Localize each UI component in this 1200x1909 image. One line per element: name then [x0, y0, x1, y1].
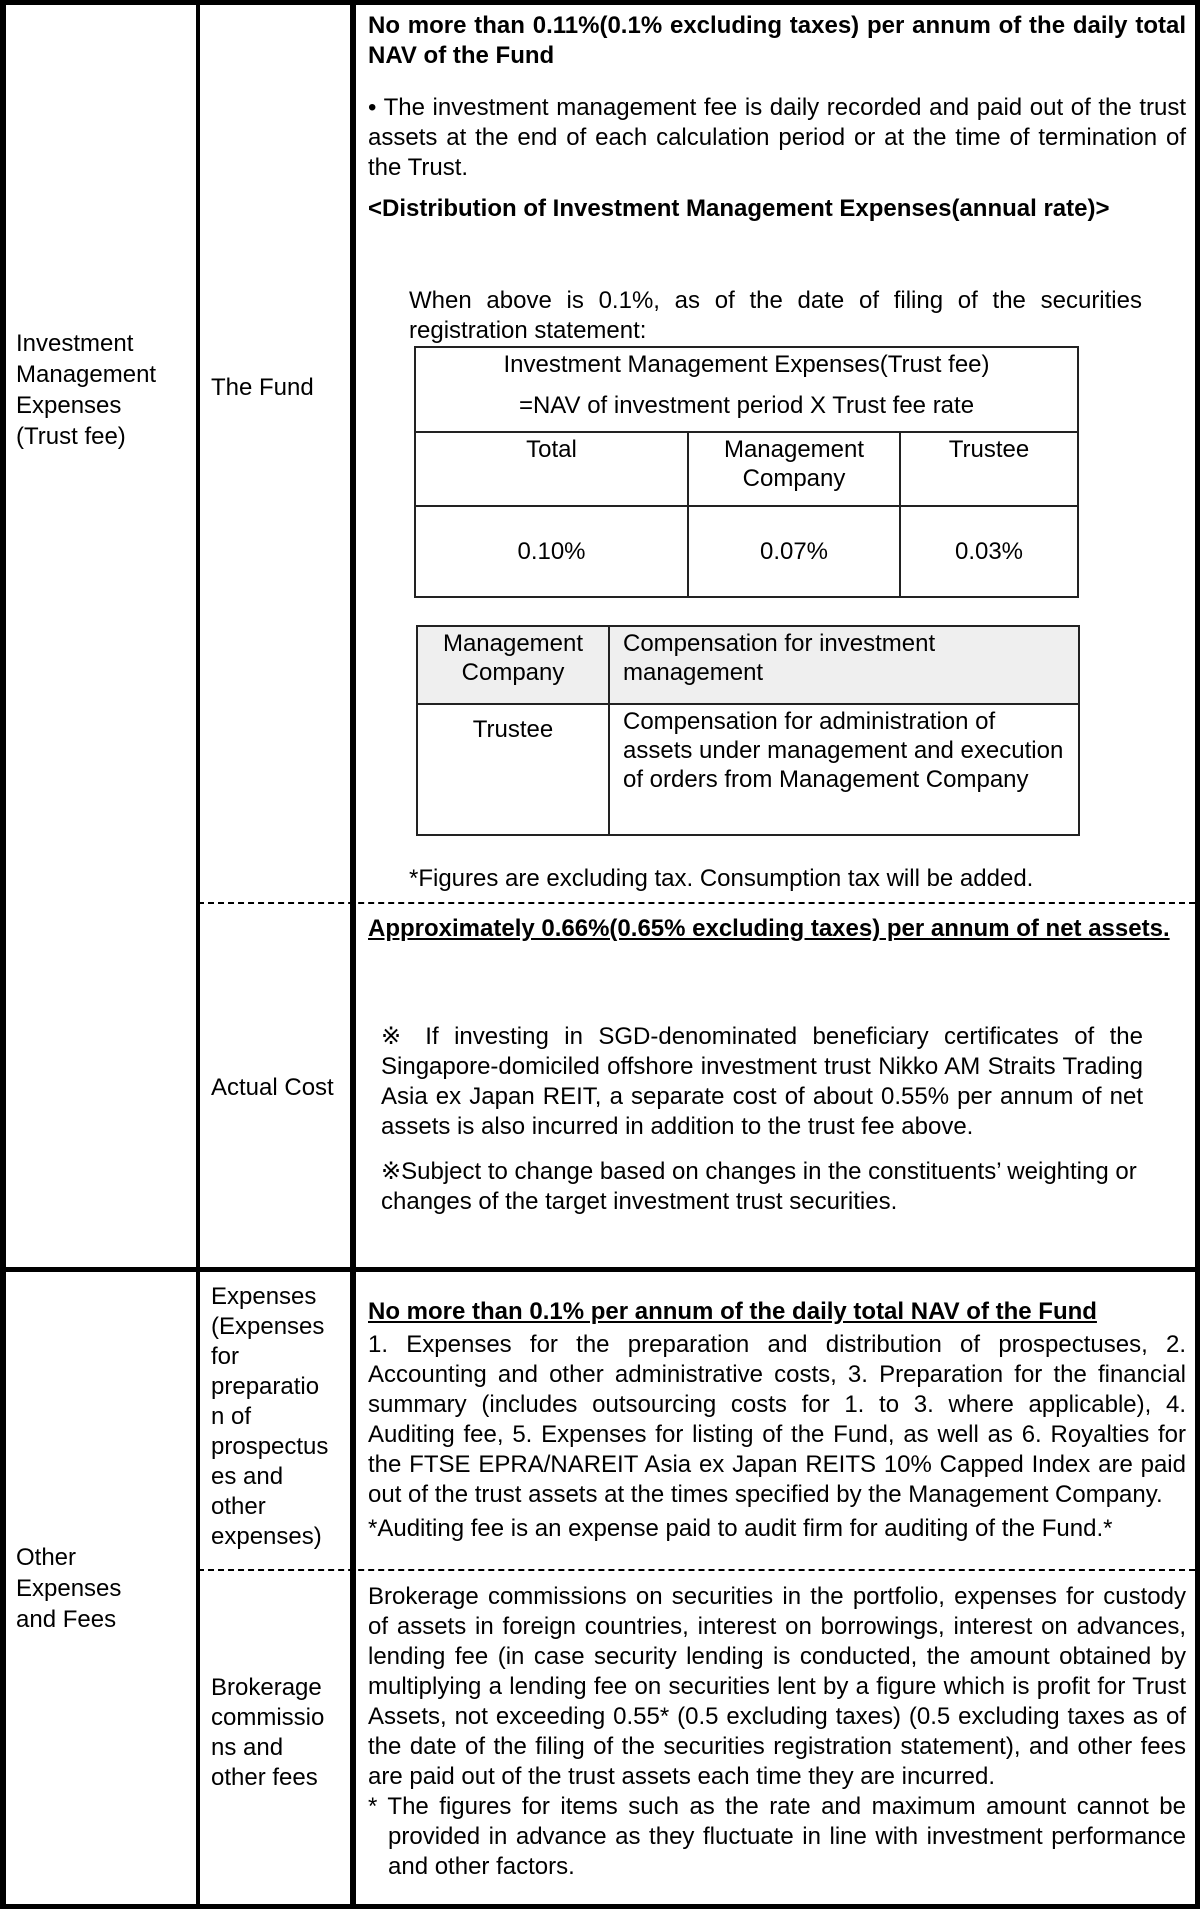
label-line: other [211, 1493, 266, 1520]
actual-cost-notes [381, 1022, 1143, 1217]
actual-cost-heading: Approximately 0.66%(0.65% excluding taxes) per annum of net assets. [368, 915, 1170, 942]
fee-heading: No more than 0.11%(0.1% excluding taxes) per annum of the daily total NAV of the Fund [368, 12, 1186, 69]
row-divider-major [0, 1267, 1200, 1272]
roles-table [416, 625, 1080, 836]
label-line: and Fees [16, 1606, 117, 1633]
value-trustee: 0.03% [900, 506, 1078, 597]
label-line: expenses) [211, 1523, 322, 1550]
offshore-trust-note: ※ If investing in SGD-denominated beneficiary certificates of the Singapore-domiciled offshore investment trust Nikko AM Straits Trading Asia ex Japan REIT, a separate cost of about 0.55% per annum of net assets is also incurred in addition to the trust fee above. [381, 1023, 1143, 1140]
distribution-heading: <Distribution of Investment Management Expenses(annual rate)> [368, 195, 1110, 222]
expenses-body: 1. Expenses for the preparation and distribution of prospectuses, 2. Accounting and other administrative costs, 3. Preparation for the financial summary (includes outsourcing costs for 1. to 3. where applicable), 4. Auditing fee, 5. Expenses for listing of the Fund, as well as 6. Royalties for the FTSE EPRA/NAREIT Asia ex Japan REITS 10% Capped Index are paid out of the trust assets at the times specified by the Management Company. [368, 1331, 1186, 1508]
border-top [0, 0, 1200, 5]
label-line: Other [16, 1544, 77, 1571]
label-line: Management [16, 361, 157, 388]
label-line: Brokerage [211, 1674, 322, 1701]
label-line: n of [211, 1403, 252, 1430]
distribution-intro: When above is 0.1%, as of the date of filing of the securities registration statement: [409, 287, 1142, 344]
subrow-label-the-fund: The Fund [211, 374, 314, 401]
row-label-investment-management [16, 328, 191, 452]
fee-bullet: • The investment management fee is daily recorded and paid out of the trust assets at the end of each calculation period or at the time of termination of the Trust. [368, 94, 1186, 181]
fee-formula-cell [415, 347, 1078, 432]
role-desc-trustee: Compensation for administration of assets under management and execution of orders from Management Company [609, 704, 1079, 835]
label-line: preparatio [211, 1373, 320, 1400]
border-bottom [0, 1904, 1200, 1909]
header-total: Total [415, 432, 688, 506]
brokerage-content [368, 1582, 1186, 1882]
border-right [1195, 0, 1200, 1909]
fee-formula-expression: =NAV of investment period X Trust fee rate [518, 392, 975, 419]
label-line: es and [211, 1463, 284, 1490]
header-trustee: Trustee [900, 432, 1078, 506]
the-fund-content [368, 11, 1186, 224]
label-line: Expenses [16, 392, 122, 419]
fee-formula-title: Investment Management Expenses(Trust fee) [503, 351, 990, 378]
label-line: Expenses [16, 1575, 122, 1602]
value-management-company: 0.07% [688, 506, 900, 597]
label-line: prospectus [211, 1433, 329, 1460]
change-note: ※Subject to change based on changes in the constituents’ weighting or changes of the target investment trust securities. [381, 1158, 1137, 1215]
subrow-label-brokerage [211, 1673, 346, 1793]
expenses-heading: No more than 0.1% per annum of the daily total NAV of the Fund [368, 1298, 1097, 1325]
row-divider-minor-1 [198, 902, 1195, 904]
trust-fee-rate-table [414, 346, 1079, 598]
label-line: Expenses [211, 1283, 317, 1310]
actual-cost-content [368, 914, 1186, 944]
label-line: ns and [211, 1734, 284, 1761]
header-management-company: Management Company [688, 432, 900, 506]
column-divider-2 [350, 0, 356, 1909]
role-management-company: Management Company [417, 626, 609, 704]
column-divider-1 [196, 0, 200, 1909]
value-total: 0.10% [415, 506, 688, 597]
border-left [0, 0, 6, 1909]
label-line: for [211, 1343, 240, 1370]
expenses-content [368, 1297, 1186, 1544]
label-line: (Trust fee) [16, 423, 126, 450]
label-line: commissio [211, 1704, 325, 1731]
role-trustee: Trustee [417, 704, 609, 835]
brokerage-note: * The figures for items such as the rate and maximum amount cannot be provided in advance as they fluctuate in line with investment performance and other factors. [368, 1793, 1186, 1880]
label-line: other fees [211, 1764, 318, 1791]
label-line: Investment [16, 330, 134, 357]
tax-footnote: *Figures are excluding tax. Consumption tax will be added. [409, 865, 1034, 892]
subrow-label-expenses [211, 1282, 346, 1552]
row-label-other-expenses [16, 1542, 191, 1635]
subrow-label-actual-cost: Actual Cost [211, 1074, 334, 1101]
auditing-fee-note: *Auditing fee is an expense paid to audit firm for auditing of the Fund.* [368, 1515, 1113, 1542]
role-desc-management-company: Compensation for investment management [609, 626, 1079, 704]
label-line: (Expenses [211, 1313, 325, 1340]
brokerage-body: Brokerage commissions on securities in the portfolio, expenses for custody of assets in foreign countries, interest on borrowings, interest on advances, lending fee (in case security lending is conducted, the amount obtained by multiplying a lending fee on securities lent by a figure which is profit for Trust Assets, not exceeding 0.55* (0.5 excluding taxes) (0.5 excluding taxes as of the date of the filing of the securities registration statement), and other fees are paid out of the trust assets each time they are incurred. [368, 1583, 1186, 1790]
row-divider-minor-2 [198, 1569, 1195, 1571]
